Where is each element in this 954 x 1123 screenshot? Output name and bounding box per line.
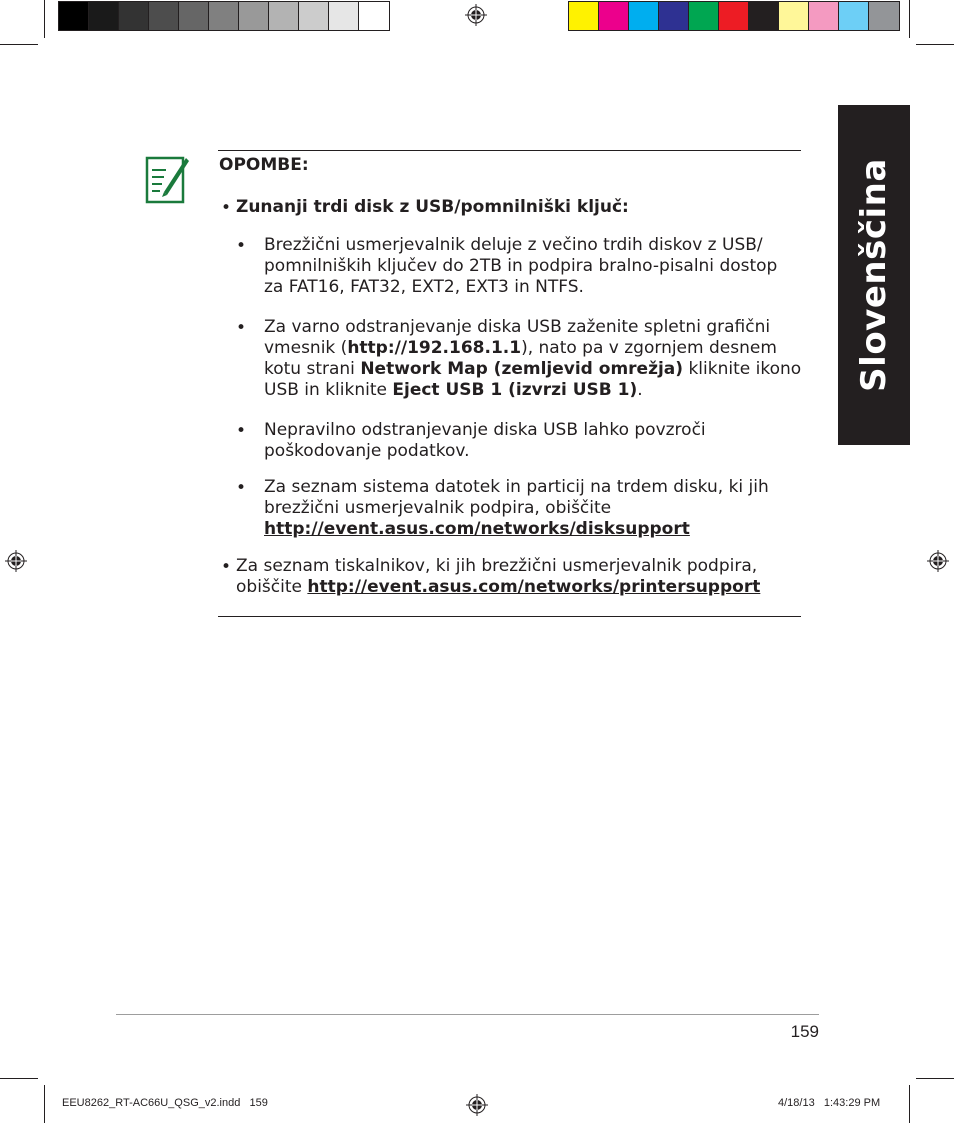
note-item-capacity: Brezžični usmerjevalnik deluje z večino trdih diskov z USB/ pomnilniških ključev do 2TB in podpira bralno-pisalni dostop za FAT16, FAT32, EXT2, EXT3 in NTFS. bbox=[264, 235, 778, 297]
registration-mark-icon bbox=[465, 4, 487, 26]
network-map-label: Network Map (zemljevid omrežja) bbox=[360, 359, 684, 379]
color-swatch bbox=[599, 2, 629, 30]
note-item-data-loss: Nepravilno odstranjevanje diska USB lahko povzroči poškodovanje podatkov. bbox=[264, 420, 706, 461]
crop-mark bbox=[44, 0, 45, 38]
crop-mark bbox=[916, 44, 954, 45]
crop-mark bbox=[0, 1078, 38, 1079]
gray-swatch bbox=[329, 2, 359, 30]
bullet-dot: • bbox=[236, 421, 247, 441]
gray-swatch bbox=[89, 2, 119, 30]
color-swatch bbox=[749, 2, 779, 30]
bullet-dot: • bbox=[221, 198, 232, 218]
slug-datetime: 4/18/13 1:43:29 PM bbox=[778, 1097, 881, 1109]
color-swatch bbox=[569, 2, 599, 30]
color-swatch bbox=[779, 2, 809, 30]
language-tab-label: Slovenščina bbox=[854, 158, 894, 392]
crop-mark bbox=[916, 1078, 954, 1079]
registration-mark-icon bbox=[927, 550, 949, 572]
gui-url: http://192.168.1.1 bbox=[347, 338, 522, 358]
usb-section-heading: Zunanji trdi disk z USB/pomnilniški ključ: bbox=[236, 197, 629, 217]
eject-usb-label: Eject USB 1 (izvrzi USB 1) bbox=[392, 380, 638, 400]
footer-rule bbox=[116, 1014, 819, 1015]
grayscale-color-bar bbox=[58, 1, 390, 31]
bullet-dot: • bbox=[236, 236, 247, 256]
printer-support-item: Za seznam tiskalnikov, ki jih brezžični usmerjevalnik podpira, obiščite http://event.asus.com/networks/printersupport bbox=[236, 556, 761, 597]
gray-swatch bbox=[149, 2, 179, 30]
registration-mark-icon bbox=[466, 1094, 488, 1116]
crop-mark bbox=[909, 1085, 910, 1123]
note-bottom-rule bbox=[218, 616, 801, 617]
note-heading: OPOMBE: bbox=[219, 155, 309, 175]
note-top-rule bbox=[218, 150, 801, 151]
color-swatch bbox=[719, 2, 749, 30]
crop-mark bbox=[44, 1085, 45, 1123]
page-number: 159 bbox=[790, 1022, 819, 1041]
registration-mark-icon bbox=[5, 550, 27, 572]
gray-swatch bbox=[359, 2, 389, 30]
process-color-bar bbox=[568, 1, 900, 31]
printer-support-link[interactable]: http://event.asus.com/networks/printersupport bbox=[307, 577, 761, 597]
note-pencil-icon bbox=[142, 152, 190, 206]
crop-mark bbox=[909, 0, 910, 38]
bullet-dot: • bbox=[236, 318, 247, 338]
color-swatch bbox=[869, 2, 899, 30]
language-side-tab bbox=[838, 105, 910, 445]
color-swatch bbox=[809, 2, 839, 30]
note-item-safe-removal: Za varno odstranjevanje diska USB zaženite spletni grafični vmesnik (http://192.168.1.1), nato pa v zgornjem desnem kotu strani Network Map (zemljevid omrežja) kliknite ikono USB in kliknite Eject USB 1 (izvrzi USB 1). bbox=[264, 317, 802, 400]
color-swatch bbox=[659, 2, 689, 30]
gray-swatch bbox=[299, 2, 329, 30]
gray-swatch bbox=[179, 2, 209, 30]
crop-mark bbox=[0, 44, 38, 45]
disk-support-link[interactable]: http://event.asus.com/networks/disksupport bbox=[264, 519, 690, 539]
gray-swatch bbox=[239, 2, 269, 30]
bullet-dot: • bbox=[221, 557, 232, 577]
color-swatch bbox=[629, 2, 659, 30]
gray-swatch bbox=[59, 2, 89, 30]
gray-swatch bbox=[269, 2, 299, 30]
gray-swatch bbox=[209, 2, 239, 30]
bullet-dot: • bbox=[236, 478, 247, 498]
gray-swatch bbox=[119, 2, 149, 30]
slug-file-info: EEU8262_RT-AC66U_QSG_v2.indd 159 bbox=[62, 1097, 268, 1109]
note-item-disk-support: Za seznam sistema datotek in particij na trdem disku, ki jih brezžični usmerjevalnik podpira, obiščite http://event.asus.com/networks/disksupport bbox=[264, 477, 769, 539]
color-swatch bbox=[839, 2, 869, 30]
color-swatch bbox=[689, 2, 719, 30]
